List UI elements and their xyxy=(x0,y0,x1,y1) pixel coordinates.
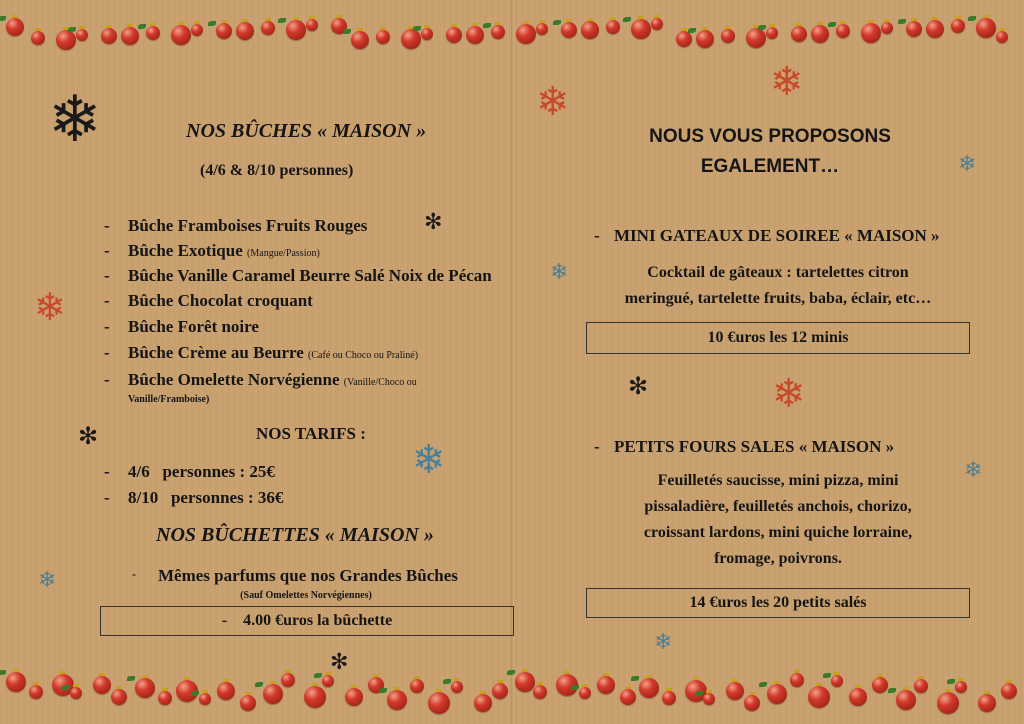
ornament-icon xyxy=(171,25,191,45)
list-item xyxy=(128,241,320,261)
ornament-icon xyxy=(387,690,407,710)
item-note: (Vanille/Choco ou xyxy=(343,377,417,388)
snowflake-icon: ✻ xyxy=(78,422,99,450)
ornament-icon xyxy=(345,688,363,706)
ornament-icon xyxy=(696,30,714,48)
section2-line: Feuilletés saucisse, mini pizza, mini xyxy=(657,472,899,489)
holly-leaf xyxy=(0,670,6,675)
ornament-icon xyxy=(766,27,778,39)
list-bullet: - xyxy=(104,291,110,310)
ornament-icon xyxy=(216,23,232,39)
holly-leaf xyxy=(947,679,955,684)
ornament-icon xyxy=(240,695,256,711)
holly-leaf xyxy=(255,682,263,687)
ornament-icon xyxy=(976,18,996,38)
ornament-icon xyxy=(579,687,591,699)
holly-leaf xyxy=(758,25,766,30)
section1-line: Cocktail de gâteaux : tartelettes citron xyxy=(647,264,909,281)
snowflake-icon: ✻ xyxy=(330,650,349,675)
ornament-icon xyxy=(703,693,715,705)
garland-bottom xyxy=(0,660,1024,724)
holly-leaf xyxy=(379,688,387,693)
item-name: Bûche Chocolat croquant xyxy=(128,291,313,310)
ornament-icon xyxy=(474,694,492,712)
holly-leaf xyxy=(553,20,561,25)
snowflake-icon: ✻ xyxy=(628,372,649,400)
ornament-icon xyxy=(351,31,369,49)
ornament-icon xyxy=(428,692,450,714)
ornament-icon xyxy=(286,20,306,40)
section1-price: 10 €uros les 12 minis xyxy=(707,329,849,346)
ornament-icon xyxy=(322,675,334,687)
list-item xyxy=(128,370,417,390)
ornament-icon xyxy=(304,686,326,708)
section2-line: croissant lardons, mini quiche lorraine, xyxy=(643,524,913,541)
ornament-icon xyxy=(536,23,548,35)
ornament-icon xyxy=(466,26,484,44)
ornament-icon xyxy=(70,687,82,699)
list-bullet: - xyxy=(132,567,136,581)
ornament-icon xyxy=(620,689,636,705)
ornament-icon xyxy=(767,684,787,704)
holly-leaf xyxy=(314,673,322,678)
section1-line: meringué, tartelette fruits, baba, éclair, etc… xyxy=(624,290,932,307)
tarifs-title: NOS TARIFS : xyxy=(256,424,366,443)
list-item xyxy=(128,317,259,337)
ornament-icon xyxy=(906,21,922,37)
holly-leaf xyxy=(688,28,696,33)
ornament-icon xyxy=(135,678,155,698)
ornament-icon xyxy=(29,685,43,699)
snowflake-icon: ❄ xyxy=(958,152,977,177)
ornament-icon xyxy=(631,19,651,39)
ornament-icon xyxy=(676,31,692,47)
holly-leaf xyxy=(759,682,767,687)
ornament-icon xyxy=(831,675,843,687)
holly-leaf xyxy=(898,19,906,24)
item-name: Bûche Crème au Beurre xyxy=(128,343,304,362)
ornament-icon xyxy=(31,31,45,45)
item-name: Bûche Framboises Fruits Rouges xyxy=(128,216,368,235)
holly-leaf xyxy=(571,685,579,690)
ornament-icon xyxy=(721,29,735,43)
ornament-icon xyxy=(76,29,88,41)
buchettes-note: (Sauf Omelettes Norvégiennes) xyxy=(240,590,372,601)
ornament-icon xyxy=(515,672,535,692)
ornament-icon xyxy=(376,30,390,44)
ornament-icon xyxy=(281,673,295,687)
list-bullet: - xyxy=(594,437,600,456)
ornament-icon xyxy=(451,681,463,693)
ornament-icon xyxy=(951,19,965,33)
list-bullet: - xyxy=(104,266,110,285)
item-name: Bûche Vanille Caramel Beurre Salé Noix de Pécan xyxy=(128,266,492,285)
holly-leaf xyxy=(68,27,76,32)
list-bullet: - xyxy=(594,226,600,245)
ornament-icon xyxy=(401,29,421,49)
holly-leaf xyxy=(138,24,146,29)
buchettes-text: Mêmes parfums que nos Grandes Bûches xyxy=(158,566,458,585)
list-item xyxy=(128,343,418,363)
ornament-icon xyxy=(996,31,1008,43)
ornament-icon xyxy=(561,22,577,38)
ornament-icon xyxy=(6,18,24,36)
item-name: Bûche Forêt noire xyxy=(128,317,259,336)
holly-leaf xyxy=(888,688,896,693)
ornament-icon xyxy=(516,24,536,44)
ornament-icon xyxy=(836,24,850,38)
ornament-icon xyxy=(881,22,893,34)
holly-leaf xyxy=(343,29,351,34)
ornament-icon xyxy=(639,678,659,698)
ornament-icon xyxy=(101,28,117,44)
section2-price-box xyxy=(586,588,970,618)
buchettes-price: - 4.00 €uros la bûchette xyxy=(221,612,393,629)
ornament-icon xyxy=(446,27,462,43)
tarif-line: 8/10 personnes : 36€ xyxy=(128,488,284,507)
ornament-icon xyxy=(926,20,944,38)
ornament-icon xyxy=(914,679,928,693)
ornament-icon xyxy=(790,673,804,687)
ornament-icon xyxy=(158,691,172,705)
section2-line: pissaladière, feuilletés anchois, chorizo, xyxy=(644,498,912,515)
ornament-icon xyxy=(217,682,235,700)
ornament-icon xyxy=(6,672,26,692)
section2-title: PETITS FOURS SALES « MAISON » xyxy=(614,437,895,456)
ornament-icon xyxy=(651,18,663,30)
ornament-icon xyxy=(849,688,867,706)
ornament-icon xyxy=(410,679,424,693)
holly-leaf xyxy=(828,22,836,27)
ornament-icon xyxy=(726,682,744,700)
snowflake-icon: ❄ xyxy=(772,371,806,417)
holly-leaf xyxy=(631,676,639,681)
holly-leaf xyxy=(191,691,199,696)
item-note-continued: Vanille/Framboise) xyxy=(128,394,210,405)
snowflake-icon: ✻ xyxy=(424,210,443,235)
ornament-icon xyxy=(746,28,766,48)
holly-leaf xyxy=(413,26,421,31)
ornament-icon xyxy=(263,684,283,704)
section1-price-box xyxy=(586,322,970,354)
ornament-icon xyxy=(533,685,547,699)
holly-leaf xyxy=(695,691,703,696)
buchettes-price-box xyxy=(100,606,514,636)
holly-leaf xyxy=(208,21,216,26)
snowflake-icon: ❄ xyxy=(770,59,804,105)
ornament-icon xyxy=(872,677,888,693)
ornament-icon xyxy=(955,681,967,693)
right-heading-1: NOUS VOUS PROPOSONS xyxy=(649,126,891,147)
snowflake-icon: ❄ xyxy=(412,437,446,483)
ornament-icon xyxy=(808,686,830,708)
ornament-icon xyxy=(236,22,254,40)
item-note: (Mangue/Passion) xyxy=(247,248,320,259)
buchettes-title: NOS BÛCHETTES « MAISON » xyxy=(156,524,434,546)
list-bullet: - xyxy=(104,488,110,507)
snowflake-icon: ❄ xyxy=(38,568,57,593)
holly-leaf xyxy=(483,23,491,28)
item-name: Bûche Omelette Norvégienne xyxy=(128,370,340,389)
list-bullet: - xyxy=(104,241,110,260)
list-item xyxy=(128,216,367,236)
ornament-icon xyxy=(492,683,508,699)
tarif-line: 4/6 personnes : 25€ xyxy=(128,462,275,481)
ornament-icon xyxy=(662,691,676,705)
ornament-icon xyxy=(421,28,433,40)
ornament-icon xyxy=(606,20,620,34)
ornament-icon xyxy=(261,21,275,35)
ornament-icon xyxy=(597,676,615,694)
ornament-icon xyxy=(581,21,599,39)
holly-leaf xyxy=(278,18,286,23)
list-bullet: - xyxy=(104,343,110,362)
ornament-icon xyxy=(56,30,76,50)
ornament-icon xyxy=(896,690,916,710)
buches-title: NOS BÛCHES « MAISON » xyxy=(186,120,427,142)
ornament-icon xyxy=(199,693,211,705)
ornament-icon xyxy=(93,676,111,694)
holly-leaf xyxy=(127,676,135,681)
holly-leaf xyxy=(443,679,451,684)
buches-subtitle: (4/6 & 8/10 personnes) xyxy=(200,162,354,179)
list-bullet: - xyxy=(104,462,110,481)
item-note: (Café ou Choco ou Praliné) xyxy=(308,350,419,361)
snowflake-icon: ❄ xyxy=(536,79,570,125)
ornament-icon xyxy=(744,695,760,711)
right-heading-2: EGALEMENT… xyxy=(700,156,840,177)
snowflake-icon: ❄ xyxy=(654,630,673,655)
holly-leaf xyxy=(823,673,831,678)
holly-leaf xyxy=(623,17,631,22)
item-name: Bûche Exotique xyxy=(128,241,243,260)
list-item xyxy=(128,266,492,286)
list-bullet: - xyxy=(104,216,110,235)
snowflake-icon: ❄ xyxy=(34,285,66,329)
holly-leaf xyxy=(507,670,515,675)
snowflake-icon: ❄ xyxy=(48,83,102,157)
ornament-icon xyxy=(1001,683,1017,699)
list-item xyxy=(128,291,313,311)
snowflake-icon: ❄ xyxy=(550,260,569,285)
ornament-icon xyxy=(306,19,318,31)
ornament-icon xyxy=(191,24,203,36)
garland-top xyxy=(0,0,1024,52)
holly-leaf xyxy=(0,16,6,21)
snowflake-icon: ❄ xyxy=(964,458,983,483)
ornament-icon xyxy=(861,23,881,43)
section2-price: 14 €uros les 20 petits salés xyxy=(689,594,867,611)
section2-line: fromage, poivrons. xyxy=(714,550,842,567)
section1-title: MINI GATEAUX DE SOIREE « MAISON » xyxy=(614,226,940,245)
ornament-icon xyxy=(121,27,139,45)
holly-leaf xyxy=(968,16,976,21)
ornament-icon xyxy=(791,26,807,42)
ornament-icon xyxy=(491,25,505,39)
list-bullet: - xyxy=(104,317,110,336)
ornament-icon xyxy=(146,26,160,40)
list-bullet: - xyxy=(104,370,110,389)
ornament-icon xyxy=(978,694,996,712)
ornament-icon xyxy=(811,25,829,43)
ornament-icon xyxy=(111,689,127,705)
ornament-icon xyxy=(937,692,959,714)
